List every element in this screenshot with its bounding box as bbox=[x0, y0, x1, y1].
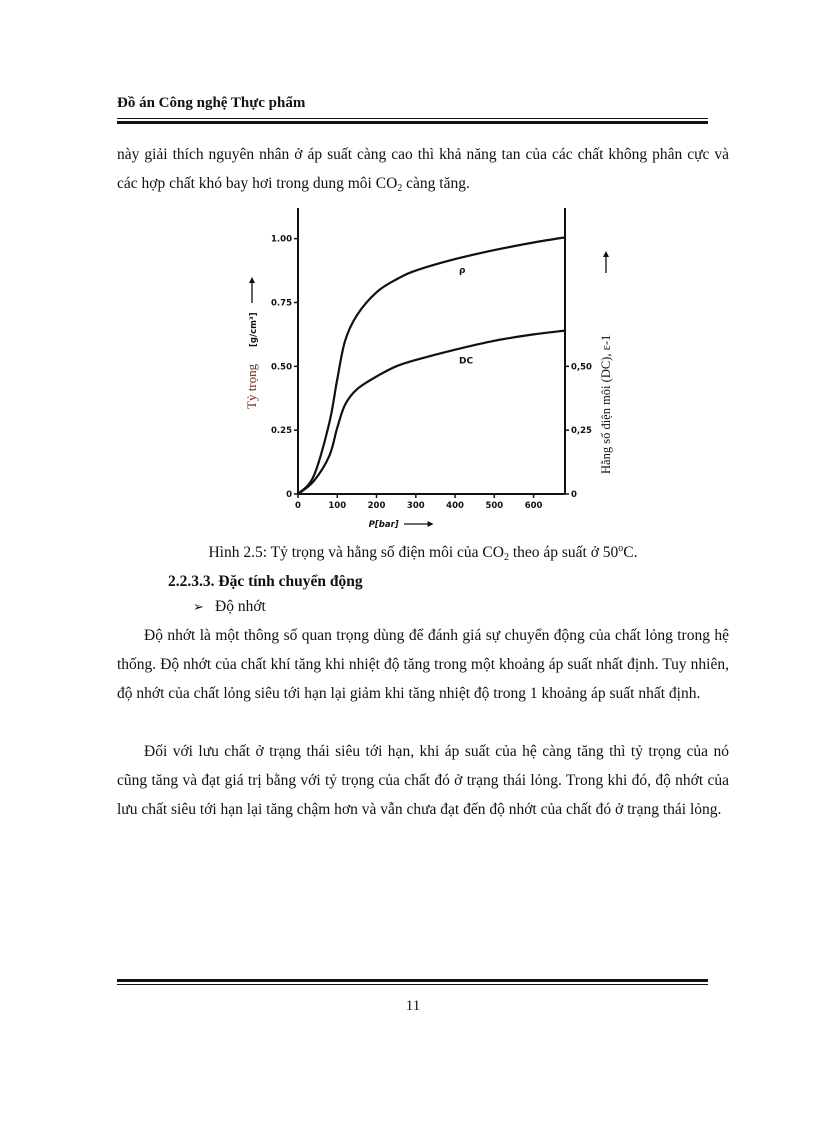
caption-degree-superscript: o bbox=[618, 543, 624, 554]
series-label-density: ρ bbox=[459, 266, 466, 277]
y-left-tick-label-0: 0 bbox=[286, 490, 292, 500]
y-left-tick-label-4: 1.00 bbox=[271, 234, 292, 245]
y-right-tick-label-2: 0,50 bbox=[571, 362, 592, 373]
x-tick-label-3: 300 bbox=[406, 501, 425, 511]
header-title: Đồ án Công nghệ Thực phẩm bbox=[117, 95, 306, 111]
bullet-label: Độ nhớt bbox=[215, 598, 266, 615]
x-tick-label-2: 200 bbox=[367, 501, 386, 511]
body-paragraph-2: Đối với lưu chất ở trạng thái siêu tới hạn, khi áp suất của hệ càng tăng thì tỷ trọng của nó cũng tăng và đạt giá trị bằng với tỷ trọng của chất đó ở trạng thái lỏng. Trong khi đó, độ nhớt của lưu chất siêu tới hạn lại tăng chậm hơn và vẫn chưa đạt đến độ nhớt của chất đó ở trạng thái lỏng. bbox=[117, 743, 729, 818]
x-axis-label: P[bar] bbox=[368, 520, 399, 530]
density-dielectric-chart bbox=[240, 194, 625, 539]
x-tick-label-4: 400 bbox=[446, 501, 464, 511]
y-left-tick-label-1: 0.25 bbox=[271, 426, 292, 437]
body-paragraph-1: Độ nhớt là một thông số quan trọng dùng để đánh giá sự chuyển động của chất lỏng trong hệ thống. Độ nhớt của chất khí tăng khi nhiệt độ tăng trong một khoảng áp suất nhất định. Tuy nhiên, độ nhớt của chất lỏng siêu tới hạn lại giảm khi tăng nhiệt độ trong 1 khoảng áp suất nhất định. bbox=[117, 627, 729, 702]
x-tick-label-1: 100 bbox=[328, 501, 347, 511]
left-axis-unit: [g/cm³] bbox=[249, 312, 259, 347]
header-rule-thin bbox=[117, 118, 708, 119]
arrow-right-icon: ➢ bbox=[193, 600, 204, 615]
section-heading: 2.2.3.3. Đặc tính chuyển động bbox=[168, 573, 363, 590]
right-axis-label: Hằng số điện môi (DC), ε-1 bbox=[599, 334, 613, 474]
y-right-tick-label-0: 0 bbox=[571, 490, 577, 500]
x-tick-label-5: 500 bbox=[485, 501, 504, 511]
caption-text-end: C. bbox=[623, 544, 638, 561]
header-rule-thick bbox=[117, 121, 708, 124]
footer-rule-thick bbox=[117, 979, 708, 982]
x-tick-label-0: 0 bbox=[295, 501, 301, 511]
y-left-tick-label-3: 0.75 bbox=[271, 298, 292, 309]
left-axis-label: Tỷ trọng bbox=[244, 363, 259, 409]
y-left-tick-label-2: 0.50 bbox=[271, 362, 292, 373]
caption-text-start: Hình 2.5: Tỷ trọng và hằng số điện môi của CO bbox=[208, 544, 504, 561]
series-label-dc: DC bbox=[459, 356, 474, 367]
bullet-item bbox=[193, 598, 266, 616]
y-right-tick-label-1: 0,25 bbox=[571, 426, 592, 437]
caption-text-middle: theo áp suất ở 50 bbox=[508, 544, 619, 561]
intro-co2-subscript: 2 bbox=[397, 183, 403, 194]
intro-text-start: này giải thích nguyên nhân ở áp suất càng cao thì khả năng tan của các chất không phân cực và các hợp chất khó bay hơi trong dung môi CO bbox=[117, 146, 729, 192]
footer-rule-thin bbox=[117, 984, 708, 985]
figure-caption bbox=[117, 543, 729, 563]
caption-co2-subscript: 2 bbox=[503, 552, 509, 563]
intro-text-end: càng tăng. bbox=[402, 175, 470, 192]
x-tick-label-6: 600 bbox=[524, 501, 543, 511]
page-number: 11 bbox=[405, 998, 421, 1014]
